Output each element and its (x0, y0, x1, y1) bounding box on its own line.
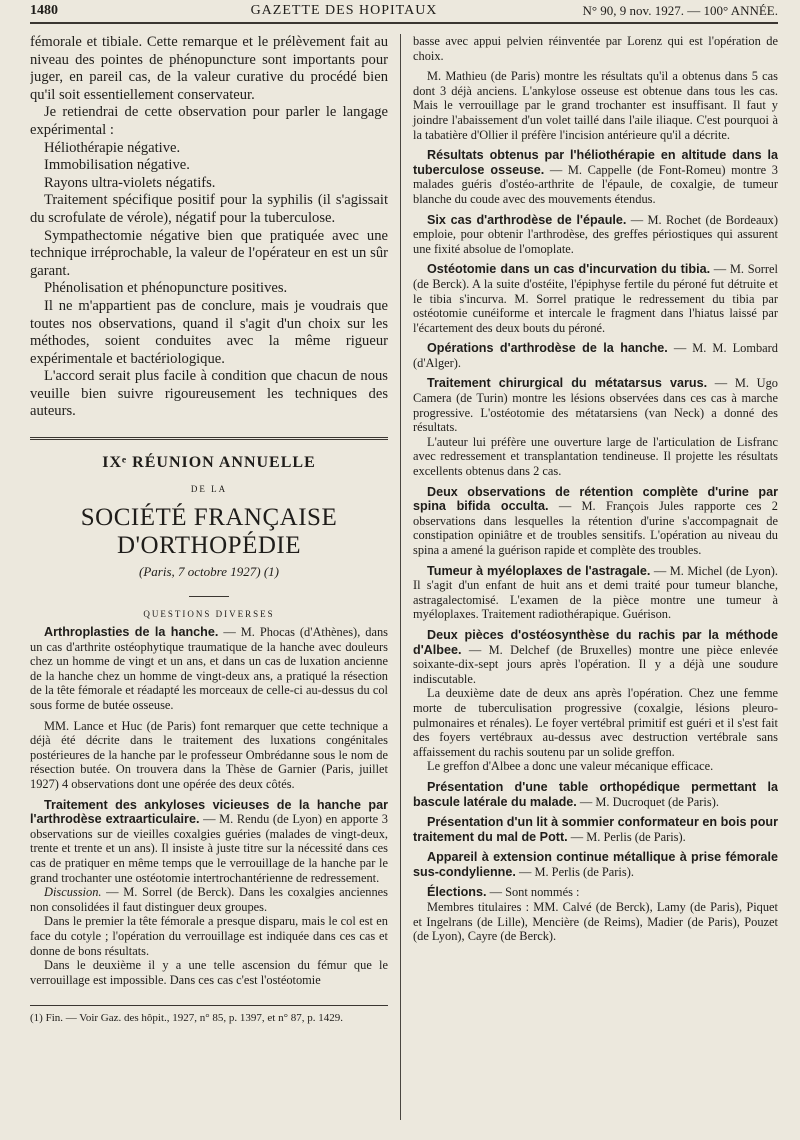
paragraph: L'accord serait plus facile à condition que chacun de nous veuille bien suivre rigoureusement les techniques des auteurs. (30, 368, 388, 420)
columns (30, 34, 778, 1120)
article-heading: Deux observations de rétention complète d'urine par spina bifida occulta. (413, 484, 778, 514)
paragraph: Dans le premier la tête fémorale a presque disparu, mais le col est en face du cotyle ; l'opération du verrouillage est indiquée dans ces cas et donne de bons résultats. (30, 914, 388, 958)
article-text: — M. M. Lombard (d'Alger). (413, 341, 778, 370)
article (413, 628, 778, 686)
article (413, 148, 778, 206)
article-text: — M. Michel (de Lyon). Il s'agit d'un enfant de huit ans et demi traité pour tumeur blanche, astragalectomisé. L'examen de la pièce montre une tumeur à myéloplaxes. Traitement radiothérapique. Guérison. (413, 563, 778, 622)
paragraph: Il ne m'appartient pas de conclure, mais je voudrais que toutes nos observations, quand il s'agit d'un choix sur les méthodes, soient conduites avec la même rigueur expérimentale et bactériologique. (30, 297, 388, 367)
paragraph: La deuxième date de deux ans après l'opération. Chez une femme morte de tuberculisation progressive (coxalgie, lésions pleuro-pulmonaires et rénales). Le foyer vertébral primitif est guéri et il s'est fait des foyers vertébraux au-dessus avec destruction vertébrale sans affaissement du rachis soutenu par un solide greffon. (413, 686, 778, 759)
article-heading: Arthroplasties de la hanche. (44, 625, 219, 640)
article (413, 850, 778, 879)
paragraph: Dans le deuxième il y a une telle ascension du fémur que le verrouillage est impossible. Dans ces cas c'est l'ostéotomie (30, 958, 388, 987)
article-text: — M. Phocas (d'Athènes), dans un cas d'arthrite ostéophytique traumatique de la hanche avec douleurs chez un homme de vingt et un ans, et dans un cas de luxation ancienne de la hanche chez un homme de vingt-deux ans, a pratiqué la résection de la tête fémorale et réadapté les morceaux de celle-ci au-dessus du col sous forme de butée osseuse. (30, 625, 388, 713)
discussion-label: Discussion. (44, 885, 102, 900)
footnote-rule (30, 1005, 388, 1006)
article (413, 885, 778, 900)
article-heading: Appareil à extension continue métallique à prise fémorale sus-condylienne. (413, 850, 778, 879)
journal-title: GAZETTE DES HOPITAUX (250, 3, 438, 18)
issue-info: N° 90, 9 nov. 1927. — 100° ANNÉE. (582, 3, 778, 18)
list-item: Traitement spécifique positif pour la syphilis (il s'agissait du scrofulate de vérole), négatif pour la tuberculose. (30, 192, 388, 226)
article-text: — M. Cappelle (de Font-Romeu) montre 3 malades guéris d'ostéo-arthrite de l'épaule, de coxalgie, de tumeur blanche du coude avec des mouvements étendus. (413, 162, 778, 206)
page-number: 1480 (30, 3, 58, 18)
article-text: — M. Delchef (de Bruxelles) montre une pièce enlevée soixante-dix-sept jours après l'opération. Il y a déjà une soudure indiscutable. (413, 642, 778, 686)
paragraph: Le greffon d'Albee a donc une valeur mécanique efficace. (427, 759, 714, 774)
subheading: QUESTIONS DIVERSES (143, 609, 275, 620)
paragraph: Membres titulaires : MM. Calvé (de Berck), Lamy (de Paris), Piquet et Ingelrans (de Lille), Mencière (de Reims), Madier (de Paris), Pouzet (de Lyon), Cayre (de Berck). (413, 900, 778, 944)
article-heading: Résultats obtenus par l'héliothérapie en altitude dans la tuberculose osseuse. (413, 148, 778, 177)
article-heading: Six cas d'arthrodèse de l'épaule. (427, 212, 627, 227)
meeting-date: (Paris, 7 octobre 1927) (1) (139, 564, 279, 580)
paragraph: M. Mathieu (de Paris) montre les résultats qu'il a obtenus dans 5 cas dont 3 déjà anciens. L'ankylose osseuse est obtenue dans tous les cas. Mais le verrouillage par le grand trochanter est insuffisant. Il faut y joindre l'abaissement d'un volet taillé dans l'aile iliaque. C'est pourquoi à la tabatière d'Ollier il préfère l'incision antérieure qu'il a décrite. (413, 69, 778, 142)
article (413, 485, 778, 558)
article-text: — M. Sorrel (de Berck). A la suite d'ostéite, l'épiphyse fertile du péroné fut détruite et le tibia s'incurva. M. Sorrel pratique le redressement du tibia par ostéotomie cunéiforme et intercale le fragment dans l'hiatus laissé par l'écartement des deux bouts du péroné. (413, 262, 778, 335)
article (30, 798, 388, 886)
list-item: Sympathectomie négative bien que pratiquée avec une technique irréprochable, la valeur de l'opérateur en est un sûr garant. (30, 227, 388, 279)
list-item: Héliothérapie négative. (44, 139, 181, 156)
left-column (30, 34, 401, 1120)
section-de: DE LA (190, 484, 228, 495)
society-name: SOCIÉTÉ FRANÇAISE D'ORTHOPÉDIE (80, 504, 338, 560)
article-text: — M. Ducroquet (de Paris). (576, 794, 719, 809)
paragraph: MM. Lance et Huc (de Paris) font remarquer que cette technique a déjà été décrite dans le traitement des luxations congénitales postérieures de la hanche par le professeur Ombrédanne sous le nom de résection butée. On trouvera dans la Thèse de Garnier (Paris, juillet 1927) 4 observations dont une opérée des deux côtés. (30, 718, 388, 791)
right-column (401, 34, 778, 1120)
article-heading: Traitement des ankyloses vicieuses de la hanche par l'arthrodèse extraarticulaire. (30, 797, 388, 827)
section-title: IXᵉ RÉUNION ANNUELLE (102, 454, 316, 472)
article (30, 625, 388, 713)
footnote: (1) Fin. — Voir Gaz. des hôpit., 1927, n° 85, p. 1397, et n° 87, p. 1429. (30, 1012, 344, 1025)
article (413, 262, 778, 335)
article (413, 780, 778, 809)
paragraph: L'auteur lui préfère une ouverture large de l'articulation de Lisfranc avec redressement et transplantation tendineuse. Il projette les résultats excellents obtenus dans 2 cas. (413, 434, 778, 479)
paragraph: basse avec appui pelvien réinventée par Lorenz qui est l'opération de choix. (413, 34, 778, 63)
article-text: — M. Perlis (de Paris). (515, 864, 634, 879)
article-text: — M. Rendu (de Lyon) en apporte 3 observations sur de vieilles coxalgies guéries (malades de vingt-deux, trente et trente et un ans). Il insiste à juste titre sur la nécessité dans ces cas de pratiquer en même temps que le verrouillage de la hanche par le grand trochanter une ostéotomie intertrochantérienne de redressement. (30, 812, 388, 885)
paragraph: Je retiendrai de cette observation pour parler le langage expérimental : (30, 104, 388, 138)
article-heading: Opérations d'arthrodèse de la hanche. (427, 341, 668, 356)
short-rule (189, 596, 229, 597)
article-text: — M. Ugo Camera (de Turin) montre les lésions observées dans ces cas à marche progressive. L'ostéotomie des métatarsiens (van Neck) a donné des résultats. (413, 376, 778, 435)
article (413, 213, 778, 257)
page-header (30, 0, 778, 24)
article (413, 564, 778, 622)
article (413, 376, 778, 434)
article-text: — Sont nommés : (486, 885, 580, 900)
article-text: — M. François Jules rapporte ces 2 observations dans lesquelles la rétention d'urine s'accompagnait de constipation opiniâtre et de troubles sensitifs. L'opération au niveau du spina a amené la guérison rapide et complète des troubles. (413, 499, 778, 557)
list-item: Immobilisation négative. (44, 157, 190, 174)
paragraph: fémorale et tibiale. Cette remarque et le prélèvement fait au niveau des pointes de phénopuncture sont importants pour juger, en pareil cas, de la valeur curative du procédé bien qu'il soit essentiellement conservateur. (30, 34, 388, 103)
article (413, 341, 778, 370)
discussion-text: — M. Sorrel (de Berck). Dans les coxalgies anciennes non consolidées il faut distinguer deux groupes. (30, 885, 388, 914)
article-heading: Deux pièces d'ostéosynthèse du rachis par la méthode d'Albee. (413, 627, 778, 657)
article-heading: Traitement chirurgical du métatarsus varus. (427, 376, 708, 391)
article-heading: Élections. (427, 885, 487, 900)
discussion (30, 885, 388, 914)
article-heading: Présentation d'un lit à sommier conformateur en bois pour traitement du mal de Pott. (413, 815, 778, 844)
article-heading: Tumeur à myéloplaxes de l'astragale. (427, 563, 651, 578)
list-item: Rayons ultra-violets négatifs. (44, 174, 216, 191)
article-heading: Présentation d'une table orthopédique permettant la bascule latérale du malade. (413, 779, 778, 809)
article-heading: Ostéotomie dans un cas d'incurvation du tibia. (427, 262, 711, 277)
section-divider (30, 437, 388, 440)
article (413, 815, 778, 844)
article-text: — M. Perlis (de Paris). (567, 829, 686, 844)
article-text: — M. Rochet (de Bordeaux) emploie, pour obtenir l'arthrodèse, des greffes périostiques qui assurent une fixité absolue de l'omoplate. (413, 212, 778, 256)
list-item: Phénolisation et phénopuncture positives. (44, 280, 288, 297)
